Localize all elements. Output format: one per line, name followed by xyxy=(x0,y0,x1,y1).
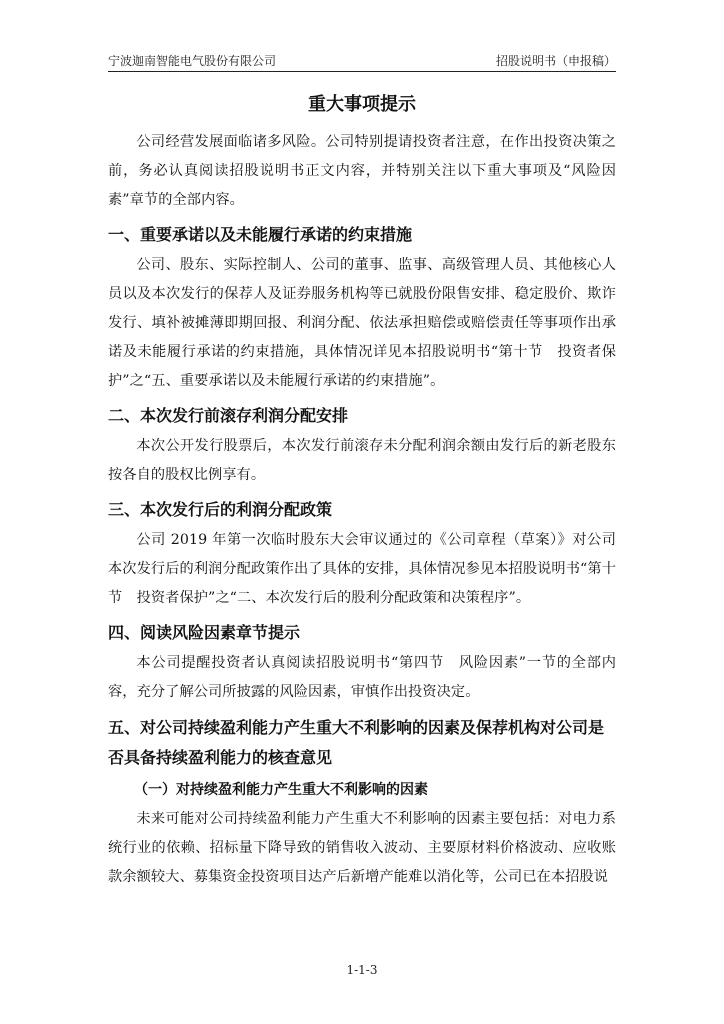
section-2-heading: 二、本次发行前滚存利润分配安排 xyxy=(108,406,349,425)
section-3-heading: 三、本次发行后的利润分配政策 xyxy=(108,500,333,519)
section-1-heading: 一、重要承诺以及未能履行承诺的约束措施 xyxy=(108,225,413,244)
intro-paragraph: 公司经营发展面临诸多风险。公司特别提请投资者注意，在作出投资决策之前，务必认真阅读招股说明书正文内容，并特别关注以下重大事项及“风险因素”章节的全部内容。 xyxy=(108,134,616,208)
section-5-body: 未来可能对公司持续盈利能力产生重大不利影响的因素主要包括：对电力系统行业的依赖、招标量下降导致的销售收入波动、主要原材料价格波动、应收账款余额较大、募集资金投资项目达产后新增产能难以消化等，公司已在本招股说 xyxy=(108,811,616,885)
section-1-body: 公司、股东、实际控制人、公司的董事、监事、高级管理人员、其他核心人员以及本次发行的保荐人及证券服务机构等已就股份限售安排、稳定股价、欺诈发行、填补被摊薄即期回报、利润分配、依法承担赔偿或赔偿责任等事项作出承诺及未能履行承诺的约束措施，具体情况详见本招股说明书“第十节 投资者保护”之“五、重要承诺以及未能履行承诺的约束措施”。 xyxy=(108,257,616,389)
section-4-heading: 四、阅读风险因素章节提示 xyxy=(108,623,301,642)
section-3-body: 公司 2019 年第一次临时股东大会审议通过的《公司章程（草案）》对公司本次发行后的利润分配政策作出了具体的安排，具体情况参见本招股说明书“第十节 投资者保护”之“二、本次发行后的股利分配政策和决策程序”。 xyxy=(108,532,616,606)
page-content xyxy=(108,92,616,892)
header-document-name: 招股说明书（申报稿） xyxy=(495,54,616,68)
page-title: 重大事项提示 xyxy=(308,94,416,115)
header-divider xyxy=(108,71,616,72)
section-4-body: 本公司提醒投资者认真阅读招股说明书“第四节 风险因素”一节的全部内容，充分了解公司所披露的风险因素，审慎作出投资决定。 xyxy=(108,655,616,700)
header-company-name: 宁波迦南智能电气股份有限公司 xyxy=(108,54,277,68)
page-number: 1-1-3 xyxy=(346,963,378,977)
section-5-subheading: （一）对持续盈利能力产生重大不利影响的因素 xyxy=(134,782,428,798)
section-2-body: 本次公开发行股票后，本次发行前滚存未分配利润余额由发行后的新老股东按各自的股权比例享有。 xyxy=(108,438,616,483)
section-5-heading: 五、对公司持续盈利能力产生重大不利影响的因素及保荐机构对公司是否具备持续盈利能力的核查意见 xyxy=(108,718,605,767)
page-header xyxy=(108,52,616,70)
